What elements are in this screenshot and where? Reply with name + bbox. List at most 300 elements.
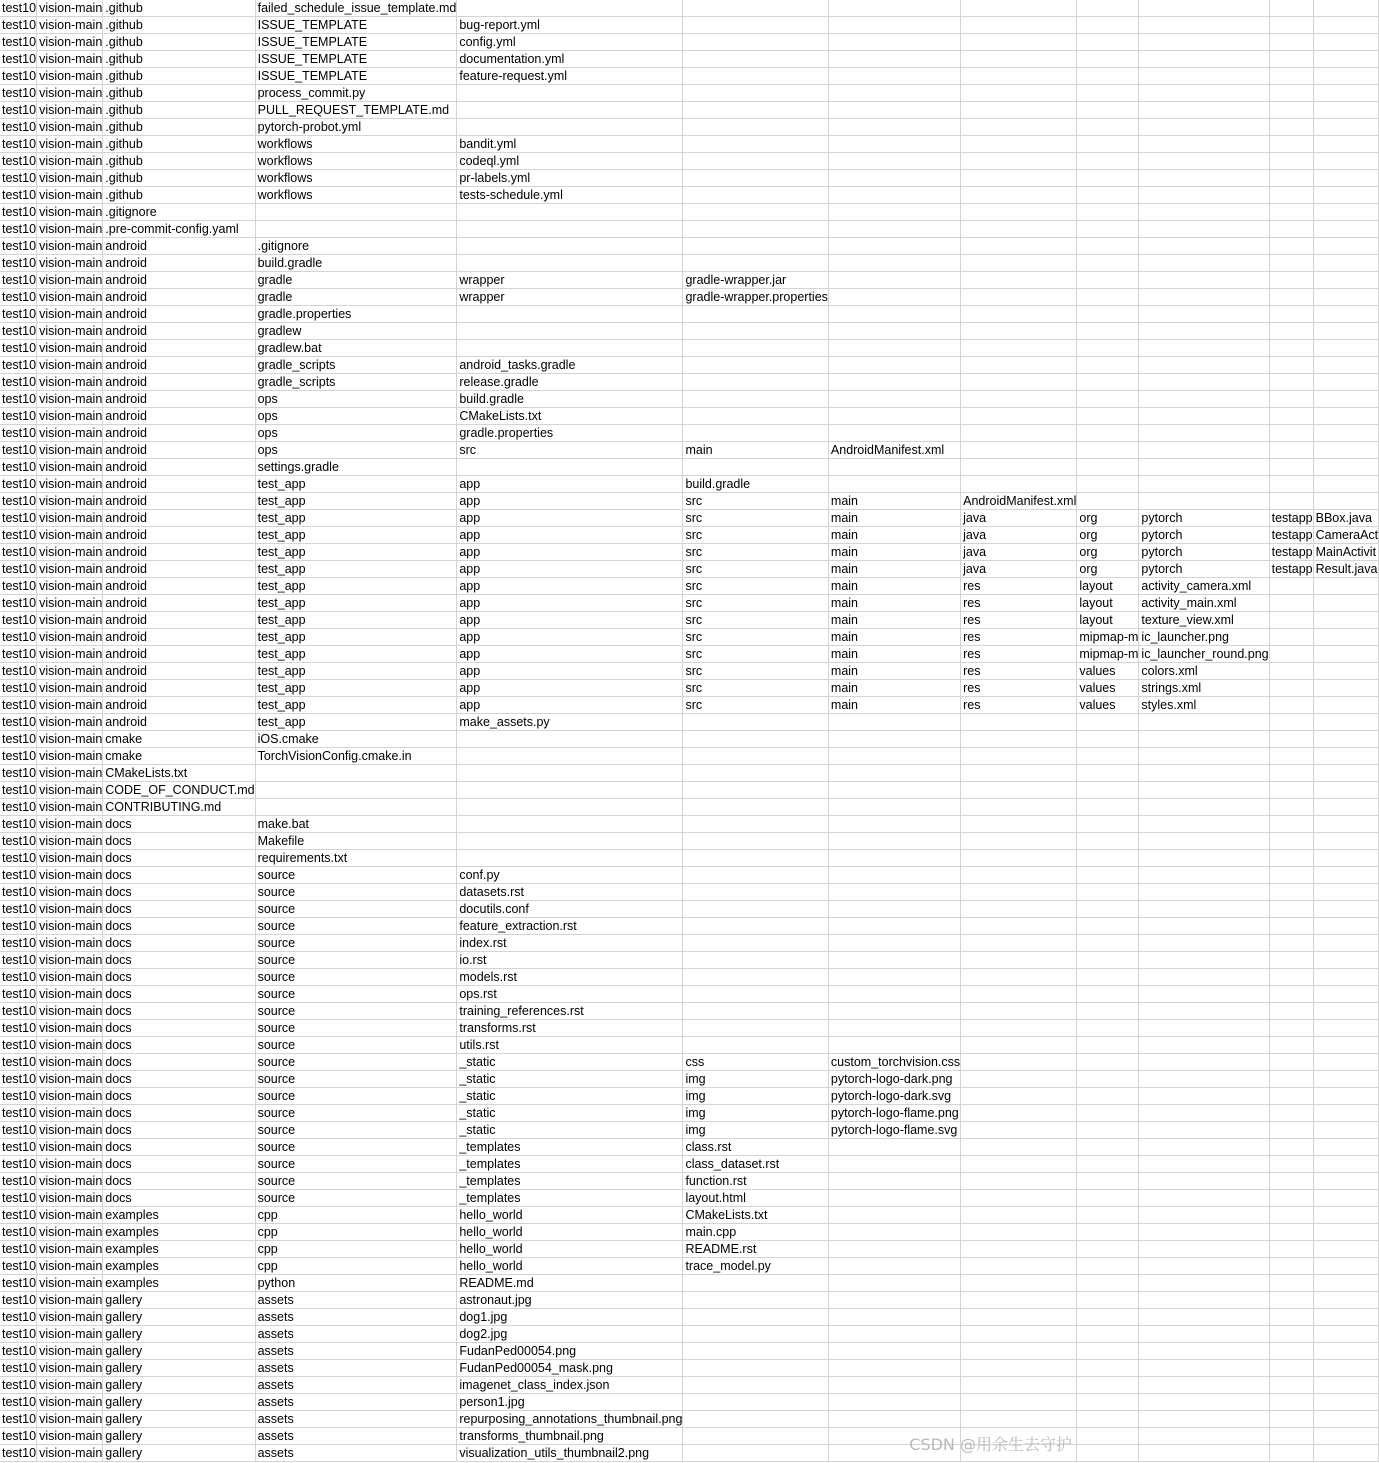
table-cell[interactable] <box>828 204 960 221</box>
table-cell[interactable] <box>1077 850 1139 867</box>
table-cell[interactable]: test_app <box>255 476 457 493</box>
table-cell[interactable]: test10 <box>2 1378 37 1392</box>
table-cell[interactable] <box>961 884 1077 901</box>
table-cell[interactable]: test_app <box>255 493 457 510</box>
table-cell[interactable]: pytorch <box>1139 527 1269 544</box>
table-cell[interactable]: layout <box>1077 578 1139 595</box>
table-cell[interactable]: vision-main <box>37 935 103 952</box>
table-cell[interactable] <box>1139 255 1269 272</box>
table-cell[interactable] <box>1313 85 1379 102</box>
table-cell[interactable] <box>1077 1326 1139 1343</box>
table-cell[interactable]: source <box>255 1071 457 1088</box>
table-cell[interactable] <box>1313 578 1379 595</box>
table-cell[interactable]: vision-main <box>37 1037 103 1054</box>
table-cell[interactable]: .github <box>103 68 255 85</box>
table-cell[interactable] <box>828 765 960 782</box>
table-cell[interactable] <box>683 357 828 374</box>
table-cell[interactable] <box>1139 765 1269 782</box>
table-cell[interactable] <box>828 748 960 765</box>
table-cell[interactable]: workflows <box>255 153 457 170</box>
table-cell[interactable]: vision-main <box>37 1173 103 1190</box>
table-cell[interactable]: dog1.jpg <box>457 1309 683 1326</box>
table-cell[interactable] <box>1139 782 1269 799</box>
table-cell[interactable] <box>1139 1156 1269 1173</box>
table-cell[interactable] <box>828 17 960 34</box>
table-cell[interactable]: vision-main <box>37 34 103 51</box>
table-cell[interactable] <box>1077 782 1139 799</box>
table-cell[interactable] <box>1313 867 1379 884</box>
table-cell[interactable]: vision-main <box>37 867 103 884</box>
table-cell[interactable]: examples <box>103 1241 255 1258</box>
table-cell[interactable]: assets <box>255 1309 457 1326</box>
table-cell[interactable] <box>1269 799 1313 816</box>
table-cell[interactable]: test10 <box>2 579 37 593</box>
table-cell[interactable] <box>683 0 828 17</box>
table-cell[interactable]: gallery <box>103 1394 255 1411</box>
table-cell[interactable]: vision-main <box>37 731 103 748</box>
table-cell[interactable] <box>1269 816 1313 833</box>
table-cell[interactable]: docs <box>103 935 255 952</box>
table-cell[interactable] <box>1313 816 1379 833</box>
table-cell[interactable]: org <box>1077 544 1139 561</box>
table-cell[interactable]: java <box>961 544 1077 561</box>
table-cell[interactable]: vision-main <box>37 357 103 374</box>
table-cell[interactable]: _templates <box>457 1156 683 1173</box>
table-cell[interactable] <box>1139 1309 1269 1326</box>
table-cell[interactable]: test_app <box>255 527 457 544</box>
table-cell[interactable] <box>1313 238 1379 255</box>
table-cell[interactable] <box>457 816 683 833</box>
table-cell[interactable] <box>828 1309 960 1326</box>
table-cell[interactable] <box>1269 306 1313 323</box>
table-cell[interactable] <box>961 816 1077 833</box>
table-cell[interactable] <box>1269 629 1313 646</box>
table-cell[interactable]: failed_schedule_issue_template.md <box>255 0 457 17</box>
table-cell[interactable]: test10 <box>2 562 37 576</box>
table-cell[interactable]: test10 <box>2 154 37 168</box>
table-cell[interactable] <box>961 1071 1077 1088</box>
table-cell[interactable]: styles.xml <box>1139 697 1269 714</box>
table-cell[interactable] <box>828 1377 960 1394</box>
table-cell[interactable] <box>683 1394 828 1411</box>
table-cell[interactable] <box>1313 1394 1379 1411</box>
table-cell[interactable]: res <box>961 680 1077 697</box>
table-cell[interactable]: vision-main <box>37 272 103 289</box>
table-cell[interactable] <box>683 1037 828 1054</box>
table-cell[interactable]: make.bat <box>255 816 457 833</box>
table-cell[interactable]: src <box>683 663 828 680</box>
table-cell[interactable]: cmake <box>103 748 255 765</box>
table-cell[interactable]: source <box>255 1190 457 1207</box>
table-cell[interactable] <box>828 884 960 901</box>
table-cell[interactable] <box>1139 136 1269 153</box>
table-cell[interactable]: src <box>683 595 828 612</box>
table-cell[interactable] <box>1313 289 1379 306</box>
table-cell[interactable] <box>961 1411 1077 1428</box>
table-cell[interactable] <box>1139 102 1269 119</box>
table-cell[interactable] <box>1077 68 1139 85</box>
table-cell[interactable] <box>961 1156 1077 1173</box>
table-cell[interactable]: android <box>103 612 255 629</box>
table-cell[interactable]: android <box>103 595 255 612</box>
table-cell[interactable] <box>683 918 828 935</box>
table-cell[interactable] <box>1077 833 1139 850</box>
table-cell[interactable] <box>1269 612 1313 629</box>
table-cell[interactable] <box>683 153 828 170</box>
table-cell[interactable]: .github <box>103 0 255 17</box>
table-cell[interactable]: vision-main <box>37 969 103 986</box>
table-cell[interactable] <box>1077 170 1139 187</box>
table-cell[interactable]: test10 <box>2 477 37 491</box>
table-cell[interactable] <box>961 714 1077 731</box>
table-cell[interactable] <box>961 1445 1077 1462</box>
table-cell[interactable] <box>961 476 1077 493</box>
table-cell[interactable]: android <box>103 714 255 731</box>
table-cell[interactable]: test10 <box>2 426 37 440</box>
table-cell[interactable]: img <box>683 1105 828 1122</box>
table-cell[interactable]: test10 <box>2 698 37 712</box>
table-cell[interactable] <box>683 1343 828 1360</box>
table-cell[interactable]: docs <box>103 986 255 1003</box>
table-cell[interactable] <box>828 714 960 731</box>
table-cell[interactable]: test10 <box>2 1208 37 1222</box>
table-cell[interactable]: requirements.txt <box>255 850 457 867</box>
table-cell[interactable] <box>457 238 683 255</box>
table-cell[interactable] <box>828 918 960 935</box>
table-cell[interactable] <box>961 782 1077 799</box>
table-cell[interactable]: strings.xml <box>1139 680 1269 697</box>
table-cell[interactable] <box>1139 969 1269 986</box>
table-cell[interactable]: Makefile <box>255 833 457 850</box>
table-cell[interactable]: java <box>961 561 1077 578</box>
table-cell[interactable]: CameraAct <box>1313 527 1379 544</box>
table-cell[interactable] <box>961 731 1077 748</box>
table-cell[interactable] <box>1313 1139 1379 1156</box>
table-cell[interactable] <box>1269 1394 1313 1411</box>
table-cell[interactable] <box>828 952 960 969</box>
table-cell[interactable] <box>1139 1411 1269 1428</box>
table-cell[interactable]: test10 <box>2 35 37 49</box>
table-cell[interactable] <box>1269 476 1313 493</box>
table-cell[interactable] <box>1269 272 1313 289</box>
table-cell[interactable]: test10 <box>2 290 37 304</box>
table-cell[interactable] <box>1313 629 1379 646</box>
table-cell[interactable] <box>1269 102 1313 119</box>
table-cell[interactable]: cpp <box>255 1258 457 1275</box>
table-cell[interactable] <box>1313 714 1379 731</box>
table-cell[interactable] <box>828 731 960 748</box>
table-cell[interactable] <box>1269 1445 1313 1462</box>
table-cell[interactable] <box>683 935 828 952</box>
table-cell[interactable]: vision-main <box>37 1445 103 1462</box>
table-cell[interactable] <box>1139 799 1269 816</box>
table-cell[interactable]: test10 <box>2 647 37 661</box>
table-cell[interactable]: assets <box>255 1428 457 1445</box>
table-cell[interactable]: .pre-commit-config.yaml <box>103 221 255 238</box>
table-cell[interactable]: docs <box>103 1173 255 1190</box>
table-cell[interactable]: assets <box>255 1411 457 1428</box>
table-cell[interactable]: test10 <box>2 1191 37 1205</box>
table-cell[interactable]: test10 <box>2 1327 37 1341</box>
table-cell[interactable] <box>828 1224 960 1241</box>
table-cell[interactable]: test10 <box>2 749 37 763</box>
table-cell[interactable] <box>961 289 1077 306</box>
table-cell[interactable]: img <box>683 1122 828 1139</box>
table-cell[interactable] <box>1269 1020 1313 1037</box>
table-cell[interactable]: trace_model.py <box>683 1258 828 1275</box>
table-cell[interactable]: app <box>457 561 683 578</box>
table-cell[interactable] <box>961 1377 1077 1394</box>
table-cell[interactable] <box>1139 850 1269 867</box>
table-cell[interactable]: src <box>683 561 828 578</box>
table-cell[interactable]: app <box>457 527 683 544</box>
table-cell[interactable]: android <box>103 663 255 680</box>
table-cell[interactable] <box>1313 731 1379 748</box>
table-cell[interactable] <box>1269 1411 1313 1428</box>
table-cell[interactable] <box>1269 680 1313 697</box>
table-cell[interactable]: android <box>103 255 255 272</box>
table-cell[interactable] <box>1077 986 1139 1003</box>
table-cell[interactable] <box>1269 731 1313 748</box>
table-cell[interactable]: texture_view.xml <box>1139 612 1269 629</box>
table-cell[interactable] <box>1077 0 1139 17</box>
table-cell[interactable] <box>457 782 683 799</box>
table-cell[interactable] <box>683 255 828 272</box>
table-cell[interactable]: .github <box>103 170 255 187</box>
table-cell[interactable]: test10 <box>2 766 37 780</box>
table-cell[interactable]: test10 <box>2 324 37 338</box>
table-cell[interactable] <box>961 17 1077 34</box>
table-cell[interactable] <box>1313 1258 1379 1275</box>
table-cell[interactable] <box>1139 0 1269 17</box>
table-cell[interactable]: vision-main <box>37 340 103 357</box>
table-cell[interactable] <box>1077 1309 1139 1326</box>
table-cell[interactable]: layout <box>1077 612 1139 629</box>
table-cell[interactable] <box>1313 1326 1379 1343</box>
table-cell[interactable]: test10 <box>2 970 37 984</box>
table-cell[interactable]: res <box>961 629 1077 646</box>
table-cell[interactable] <box>1269 986 1313 1003</box>
table-cell[interactable] <box>1077 374 1139 391</box>
table-cell[interactable]: src <box>683 646 828 663</box>
table-cell[interactable] <box>1269 221 1313 238</box>
table-cell[interactable]: source <box>255 1037 457 1054</box>
table-cell[interactable] <box>1139 272 1269 289</box>
table-cell[interactable] <box>683 17 828 34</box>
table-cell[interactable]: testapp <box>1269 544 1313 561</box>
table-cell[interactable]: testapp <box>1269 527 1313 544</box>
table-cell[interactable] <box>1077 34 1139 51</box>
table-cell[interactable] <box>828 306 960 323</box>
table-cell[interactable]: vision-main <box>37 612 103 629</box>
table-cell[interactable] <box>1269 1088 1313 1105</box>
table-cell[interactable] <box>1269 255 1313 272</box>
table-cell[interactable]: org <box>1077 561 1139 578</box>
table-cell[interactable]: assets <box>255 1292 457 1309</box>
table-cell[interactable]: test10 <box>2 1412 37 1426</box>
table-cell[interactable] <box>961 1224 1077 1241</box>
table-cell[interactable] <box>683 340 828 357</box>
table-cell[interactable]: docs <box>103 884 255 901</box>
table-cell[interactable]: src <box>683 697 828 714</box>
table-cell[interactable] <box>1077 272 1139 289</box>
table-cell[interactable] <box>1269 442 1313 459</box>
table-cell[interactable]: test10 <box>2 528 37 542</box>
table-cell[interactable]: vision-main <box>37 1207 103 1224</box>
table-cell[interactable]: gallery <box>103 1343 255 1360</box>
table-cell[interactable] <box>457 204 683 221</box>
table-cell[interactable]: vision-main <box>37 476 103 493</box>
table-cell[interactable]: assets <box>255 1343 457 1360</box>
table-cell[interactable]: test10 <box>2 120 37 134</box>
table-cell[interactable]: test10 <box>2 715 37 729</box>
table-cell[interactable] <box>1313 595 1379 612</box>
table-cell[interactable]: test10 <box>2 1038 37 1052</box>
table-cell[interactable]: vision-main <box>37 1394 103 1411</box>
table-cell[interactable] <box>961 306 1077 323</box>
table-cell[interactable] <box>1139 1326 1269 1343</box>
table-cell[interactable] <box>1077 1037 1139 1054</box>
table-cell[interactable] <box>828 1411 960 1428</box>
table-cell[interactable] <box>961 1054 1077 1071</box>
table-cell[interactable] <box>1269 1071 1313 1088</box>
table-cell[interactable]: source <box>255 1020 457 1037</box>
table-cell[interactable] <box>1269 1241 1313 1258</box>
table-cell[interactable] <box>961 1207 1077 1224</box>
table-cell[interactable]: test10 <box>2 596 37 610</box>
table-cell[interactable]: TorchVisionConfig.cmake.in <box>255 748 457 765</box>
table-cell[interactable]: docs <box>103 901 255 918</box>
table-cell[interactable] <box>683 374 828 391</box>
table-cell[interactable]: cmake <box>103 731 255 748</box>
table-cell[interactable]: transforms_thumbnail.png <box>457 1428 683 1445</box>
table-cell[interactable] <box>961 935 1077 952</box>
table-cell[interactable] <box>961 442 1077 459</box>
table-cell[interactable] <box>1313 1190 1379 1207</box>
table-cell[interactable] <box>828 221 960 238</box>
table-cell[interactable]: android <box>103 442 255 459</box>
table-cell[interactable]: README.rst <box>683 1241 828 1258</box>
table-cell[interactable]: android <box>103 272 255 289</box>
table-cell[interactable] <box>1269 0 1313 17</box>
table-cell[interactable] <box>1077 289 1139 306</box>
table-cell[interactable]: pytorch-logo-flame.svg <box>828 1122 960 1139</box>
table-cell[interactable] <box>1313 1360 1379 1377</box>
table-cell[interactable] <box>961 1105 1077 1122</box>
table-cell[interactable]: hello_world <box>457 1258 683 1275</box>
table-cell[interactable]: source <box>255 1173 457 1190</box>
table-cell[interactable]: ISSUE_TEMPLATE <box>255 68 457 85</box>
table-cell[interactable]: vision-main <box>37 68 103 85</box>
table-cell[interactable] <box>828 170 960 187</box>
table-cell[interactable]: test10 <box>2 239 37 253</box>
table-cell[interactable]: test10 <box>2 1259 37 1273</box>
table-cell[interactable] <box>961 1020 1077 1037</box>
table-cell[interactable]: hello_world <box>457 1241 683 1258</box>
table-cell[interactable]: res <box>961 595 1077 612</box>
table-cell[interactable]: FudanPed00054_mask.png <box>457 1360 683 1377</box>
table-cell[interactable]: test10 <box>2 307 37 321</box>
table-cell[interactable] <box>1139 731 1269 748</box>
table-cell[interactable]: _static <box>457 1088 683 1105</box>
table-cell[interactable]: vision-main <box>37 119 103 136</box>
table-cell[interactable]: vision-main <box>37 901 103 918</box>
table-cell[interactable]: source <box>255 969 457 986</box>
table-cell[interactable] <box>1139 476 1269 493</box>
table-cell[interactable]: test10 <box>2 18 37 32</box>
table-cell[interactable]: vision-main <box>37 136 103 153</box>
table-cell[interactable]: test10 <box>2 1021 37 1035</box>
table-cell[interactable] <box>828 0 960 17</box>
table-cell[interactable] <box>1313 850 1379 867</box>
table-cell[interactable]: source <box>255 1054 457 1071</box>
table-cell[interactable] <box>1269 1224 1313 1241</box>
table-cell[interactable] <box>683 306 828 323</box>
table-cell[interactable]: docs <box>103 969 255 986</box>
table-cell[interactable] <box>1313 340 1379 357</box>
table-cell[interactable] <box>1269 918 1313 935</box>
table-cell[interactable]: vision-main <box>37 595 103 612</box>
table-cell[interactable] <box>961 918 1077 935</box>
table-cell[interactable]: class.rst <box>683 1139 828 1156</box>
table-cell[interactable]: examples <box>103 1224 255 1241</box>
table-cell[interactable]: mipmap-m <box>1077 629 1139 646</box>
table-cell[interactable] <box>828 986 960 1003</box>
table-cell[interactable]: app <box>457 476 683 493</box>
table-cell[interactable]: test10 <box>2 1344 37 1358</box>
table-cell[interactable] <box>683 1445 828 1462</box>
table-cell[interactable]: gradle_scripts <box>255 357 457 374</box>
table-cell[interactable] <box>1313 1445 1379 1462</box>
table-cell[interactable]: documentation.yml <box>457 51 683 68</box>
table-cell[interactable] <box>1269 17 1313 34</box>
table-cell[interactable] <box>683 102 828 119</box>
table-cell[interactable] <box>961 1190 1077 1207</box>
table-cell[interactable]: vision-main <box>37 748 103 765</box>
table-cell[interactable] <box>683 1275 828 1292</box>
table-cell[interactable]: test10 <box>2 409 37 423</box>
table-cell[interactable]: vision-main <box>37 1428 103 1445</box>
table-cell[interactable] <box>1077 425 1139 442</box>
table-cell[interactable]: CMakeLists.txt <box>683 1207 828 1224</box>
table-cell[interactable]: Result.java <box>1313 561 1379 578</box>
table-cell[interactable] <box>1139 1394 1269 1411</box>
table-cell[interactable]: android_tasks.gradle <box>457 357 683 374</box>
table-cell[interactable] <box>961 1275 1077 1292</box>
table-cell[interactable]: vision-main <box>37 289 103 306</box>
table-cell[interactable]: docs <box>103 1054 255 1071</box>
table-cell[interactable] <box>1077 51 1139 68</box>
table-cell[interactable] <box>255 799 457 816</box>
table-cell[interactable]: iOS.cmake <box>255 731 457 748</box>
table-cell[interactable] <box>1077 1292 1139 1309</box>
table-cell[interactable]: cpp <box>255 1224 457 1241</box>
table-cell[interactable]: activity_camera.xml <box>1139 578 1269 595</box>
table-cell[interactable]: docs <box>103 1122 255 1139</box>
table-cell[interactable] <box>1139 901 1269 918</box>
table-cell[interactable]: build.gradle <box>457 391 683 408</box>
table-cell[interactable] <box>1269 867 1313 884</box>
table-cell[interactable] <box>1077 1360 1139 1377</box>
table-cell[interactable] <box>1313 153 1379 170</box>
table-cell[interactable]: img <box>683 1088 828 1105</box>
table-cell[interactable] <box>457 799 683 816</box>
table-cell[interactable] <box>1313 1411 1379 1428</box>
table-cell[interactable] <box>1139 1343 1269 1360</box>
table-cell[interactable]: test_app <box>255 612 457 629</box>
table-cell[interactable]: vision-main <box>37 544 103 561</box>
table-cell[interactable] <box>1077 799 1139 816</box>
